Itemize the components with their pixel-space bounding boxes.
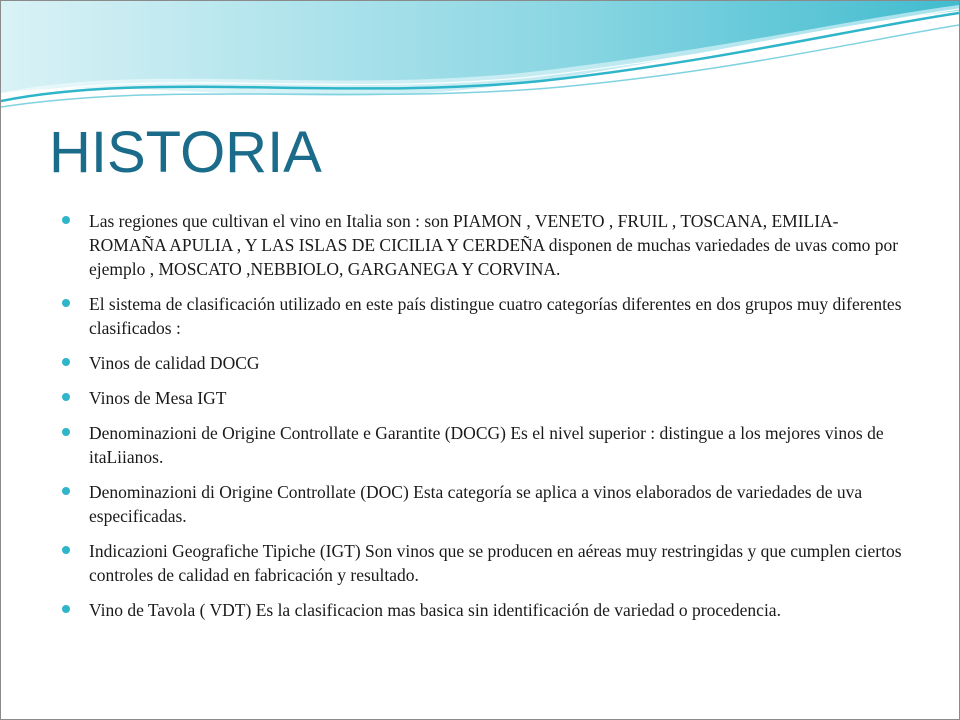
bullet-text: Indicazioni Geografiche Tipiche (IGT) Son vinos que se producen en aéreas muy restringidas y que cumplen ciertos controles de calidad en fabricación y resultado. (89, 541, 902, 585)
bullet-dot-icon (62, 487, 70, 495)
bullet-item (61, 421, 911, 469)
bullet-item (61, 480, 911, 528)
slide-title: HISTORIA (49, 120, 322, 185)
bullet-text: El sistema de clasificación utilizado en este país distingue cuatro categorías diferentes en dos grupos muy diferentes clasificados : (89, 294, 902, 338)
bullet-item (61, 351, 911, 375)
bullet-dot-icon (62, 299, 70, 307)
bullet-text: Vino de Tavola ( VDT) Es la clasificacion mas basica sin identificación de variedad o procedencia. (89, 600, 781, 620)
bullet-item (61, 386, 911, 410)
bullet-dot-icon (62, 546, 70, 554)
bullet-text: Vinos de Mesa IGT (89, 388, 227, 408)
bullet-text: Las regiones que cultivan el vino en Italia son : son PIAMON , VENETO , FRUIL , TOSCANA, EMILIA-ROMAÑA APULIA , Y LAS ISLAS DE CICILIA Y CERDEÑA disponen de muchas variedades de uvas como por ejemplo , MOSCATO ,NEBBIOLO, GARGANEGA Y CORVINA. (89, 211, 899, 279)
bullet-dot-icon (62, 358, 70, 366)
header-wave-decoration (1, 1, 959, 131)
bullet-text: Denominazioni de Origine Controllate e Garantite (DOCG) Es el nivel superior : distingue a los mejores vinos de itaLiianos. (89, 423, 884, 467)
bullet-list (61, 209, 911, 633)
bullet-dot-icon (62, 428, 70, 436)
bullet-item (61, 292, 911, 340)
bullet-dot-icon (62, 216, 70, 224)
bullet-dot-icon (62, 605, 70, 613)
bullet-text: Denominazioni di Origine Controllate (DOC) Esta categoría se aplica a vinos elaborados de variedades de uva especificadas. (89, 482, 863, 526)
bullet-text: Vinos de calidad DOCG (89, 353, 260, 373)
bullet-dot-icon (62, 393, 70, 401)
bullet-item (61, 598, 911, 622)
bullet-item (61, 209, 911, 281)
bullet-item (61, 539, 911, 587)
